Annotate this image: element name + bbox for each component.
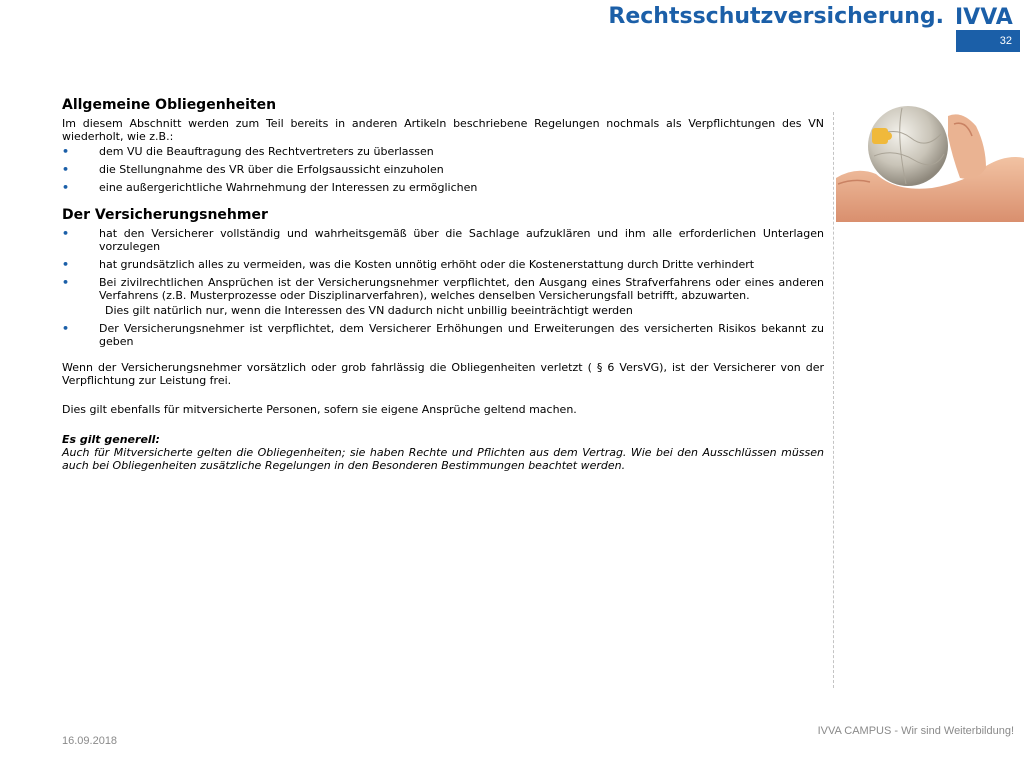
- bullet-icon: •: [62, 322, 70, 335]
- list-item: • dem VU die Beauftragung des Rechtvertreters zu überlassen: [62, 145, 434, 158]
- policyholder-list: [62, 227, 824, 348]
- hands-globe-puzzle-image: [836, 96, 1024, 222]
- bullet-icon: •: [62, 145, 70, 158]
- list-item: • Der Versicherungsnehmer ist verpflichtet, dem Versicherer Erhöhungen und Erweiterungen des versicherten Risikos bekannt zu geben: [62, 322, 824, 348]
- bullet-icon: •: [62, 181, 70, 194]
- footer-tagline: IVVA CAMPUS - Wir sind Weiterbildung!: [817, 725, 1014, 737]
- slide-content: [62, 96, 824, 472]
- ivva-logo: [955, 3, 1021, 29]
- list-item: • hat grundsätzlich alles zu vermeiden, was die Kosten unnötig erhöht oder die Kostenerstattung durch Dritte verhindert: [62, 258, 755, 271]
- bullet-icon: •: [62, 227, 70, 240]
- page-title: Rechtsschutzversicherung.: [608, 4, 944, 29]
- list-item: • Bei zivilrechtlichen Ansprüchen ist der Versicherungsnehmer verpflichtet, den Ausgang eines Strafverfahrens oder eines anderen Verfahrens (z.B. Musterprozesse oder Disziplinarverfahren), welches denselben Versicherungsfall betrifft, abzuwarten.: [62, 276, 824, 302]
- intro-paragraph: Im diesem Abschnitt werden zum Teil bereits in anderen Artikeln beschriebene Regelungen nochmals als Verpflichtungen des VN wiederholt, wie z.B.:: [62, 117, 824, 143]
- breach-paragraph: Wenn der Versicherungsnehmer vorsätzlich oder grob fahrlässig die Obliegenheiten verletzt ( § 6 VersVG), ist der Versicherer von der Verpflichtung zur Leistung frei.: [62, 361, 824, 387]
- section-heading-general-obligations: Allgemeine Obliegenheiten: [62, 97, 277, 113]
- general-text: Auch für Mitversicherte gelten die Obliegenheiten; sie haben Rechte und Pflichten aus dem Vertrag. Wie bei den Ausschlüssen müssen auch bei Obliegenheiten zusätzliche Regelungen in den Besonderen Bestimmungen beachtet werden.: [62, 446, 824, 472]
- bullet-icon: •: [62, 276, 70, 289]
- list-item: • eine außergerichtliche Wahrnehmung der Interessen zu ermöglichen: [62, 181, 478, 194]
- vertical-divider: [833, 112, 834, 688]
- coinsured-paragraph: Dies gilt ebenfalls für mitversicherte Personen, sofern sie eigene Ansprüche geltend machen.: [62, 403, 577, 416]
- page-number: 32: [956, 30, 1020, 52]
- list-item: • die Stellungnahme des VR über die Erfolgsaussicht einzuholen: [62, 163, 444, 176]
- footer-date: 16.09.2018: [62, 735, 118, 747]
- logo-text: IVVA: [955, 5, 1013, 29]
- list-item: • hat den Versicherer vollständig und wahrheitsgemäß über die Sachlage aufzuklären und ihm alle erforderlichen Unterlagen vorzulegen: [62, 227, 824, 253]
- general-label: Es gilt generell:: [62, 433, 160, 446]
- bullet-icon: •: [62, 258, 70, 271]
- section-heading-policyholder: Der Versicherungsnehmer: [62, 207, 268, 223]
- list-continuation: Dies gilt natürlich nur, wenn die Interessen des VN dadurch nicht unbillig beeinträchtigt werden: [105, 304, 633, 317]
- bullet-icon: •: [62, 163, 70, 176]
- obligations-list: [62, 145, 824, 194]
